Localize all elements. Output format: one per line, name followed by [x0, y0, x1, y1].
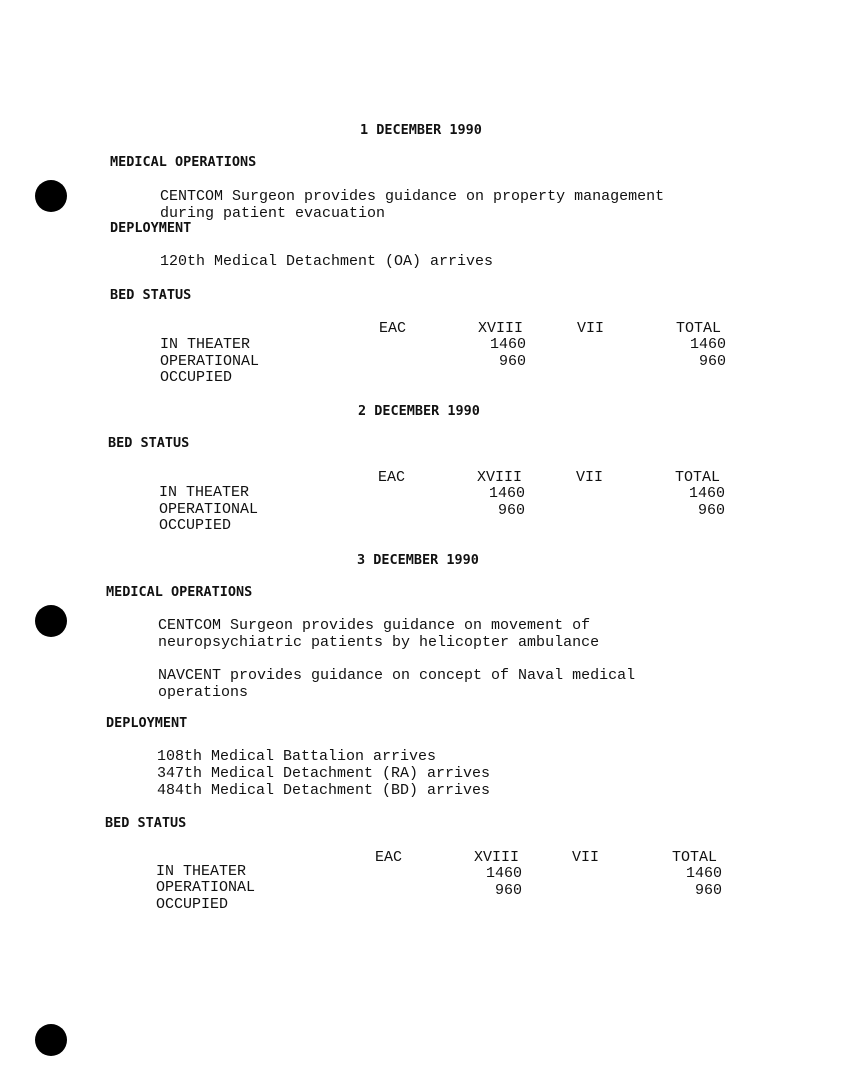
in-theater-xviii: 1460 — [489, 336, 526, 353]
medical-operations-heading-1: MEDICAL OPERATIONS — [110, 154, 257, 170]
medical-operations-item: CENTCOM Surgeon provides guidance on property management during patient evacuation — [160, 188, 665, 222]
column-header-vii: VII — [577, 320, 605, 337]
operational-total: 960 — [698, 353, 726, 370]
column-header-xviii: XVIII — [477, 469, 523, 486]
deployment-item: 120th Medical Detachment (OA) arrives — [160, 253, 494, 270]
bed-status-heading-1: BED STATUS — [110, 287, 192, 303]
in-theater-total: 1460 — [688, 485, 725, 502]
column-header-vii: VII — [572, 849, 600, 866]
column-header-xviii: XVIII — [478, 320, 524, 337]
in-theater-xviii: 1460 — [485, 865, 522, 882]
medical-operations-heading-3: MEDICAL OPERATIONS — [106, 584, 253, 600]
deployment-item: 484th Medical Detachment (BD) arrives — [157, 782, 491, 799]
deployment-item: 108th Medical Battalion arrives — [157, 748, 437, 765]
operational-xviii: 960 — [494, 882, 522, 899]
column-header-xviii: XVIII — [474, 849, 520, 866]
row-label-operational: OPERATIONAL — [160, 353, 260, 370]
in-theater-xviii: 1460 — [488, 485, 525, 502]
row-label-operational: OPERATIONAL — [156, 879, 256, 896]
row-label-in-theater: IN THEATER — [156, 863, 247, 880]
column-header-total: TOTAL — [675, 469, 721, 486]
deployment-heading-3: DEPLOYMENT — [106, 715, 188, 731]
operational-total: 960 — [697, 502, 725, 519]
row-label-occupied: OCCUPIED — [156, 896, 229, 913]
in-theater-total: 1460 — [685, 865, 722, 882]
medical-operations-item: NAVCENT provides guidance on concept of Naval medical operations — [158, 667, 636, 701]
date-heading-3: 3 DECEMBER 1990 — [357, 552, 479, 568]
operational-total: 960 — [694, 882, 722, 899]
row-label-occupied: OCCUPIED — [160, 369, 233, 386]
medical-operations-item: CENTCOM Surgeon provides guidance on movement of neuropsychiatric patients by helicopter ambulance — [158, 617, 600, 651]
date-heading-2: 2 DECEMBER 1990 — [358, 403, 480, 419]
row-label-occupied: OCCUPIED — [159, 517, 232, 534]
operational-xviii: 960 — [498, 353, 526, 370]
deployment-item: 347th Medical Detachment (RA) arrives — [157, 765, 491, 782]
in-theater-total: 1460 — [689, 336, 726, 353]
binder-hole-bottom — [35, 1024, 67, 1056]
deployment-heading-1: DEPLOYMENT — [110, 220, 192, 236]
row-label-operational: OPERATIONAL — [159, 501, 259, 518]
date-heading-1: 1 DECEMBER 1990 — [360, 122, 482, 138]
column-header-vii: VII — [576, 469, 604, 486]
operational-xviii: 960 — [497, 502, 525, 519]
column-header-total: TOTAL — [672, 849, 718, 866]
row-label-in-theater: IN THEATER — [160, 336, 251, 353]
bed-status-heading-2: BED STATUS — [108, 435, 190, 451]
bed-status-heading-3: BED STATUS — [105, 815, 187, 831]
column-header-eac: EAC — [378, 469, 406, 486]
row-label-in-theater: IN THEATER — [159, 484, 250, 501]
binder-hole-top — [35, 180, 67, 212]
column-header-eac: EAC — [379, 320, 407, 337]
column-header-eac: EAC — [375, 849, 403, 866]
binder-hole-middle — [35, 605, 67, 637]
column-header-total: TOTAL — [676, 320, 722, 337]
